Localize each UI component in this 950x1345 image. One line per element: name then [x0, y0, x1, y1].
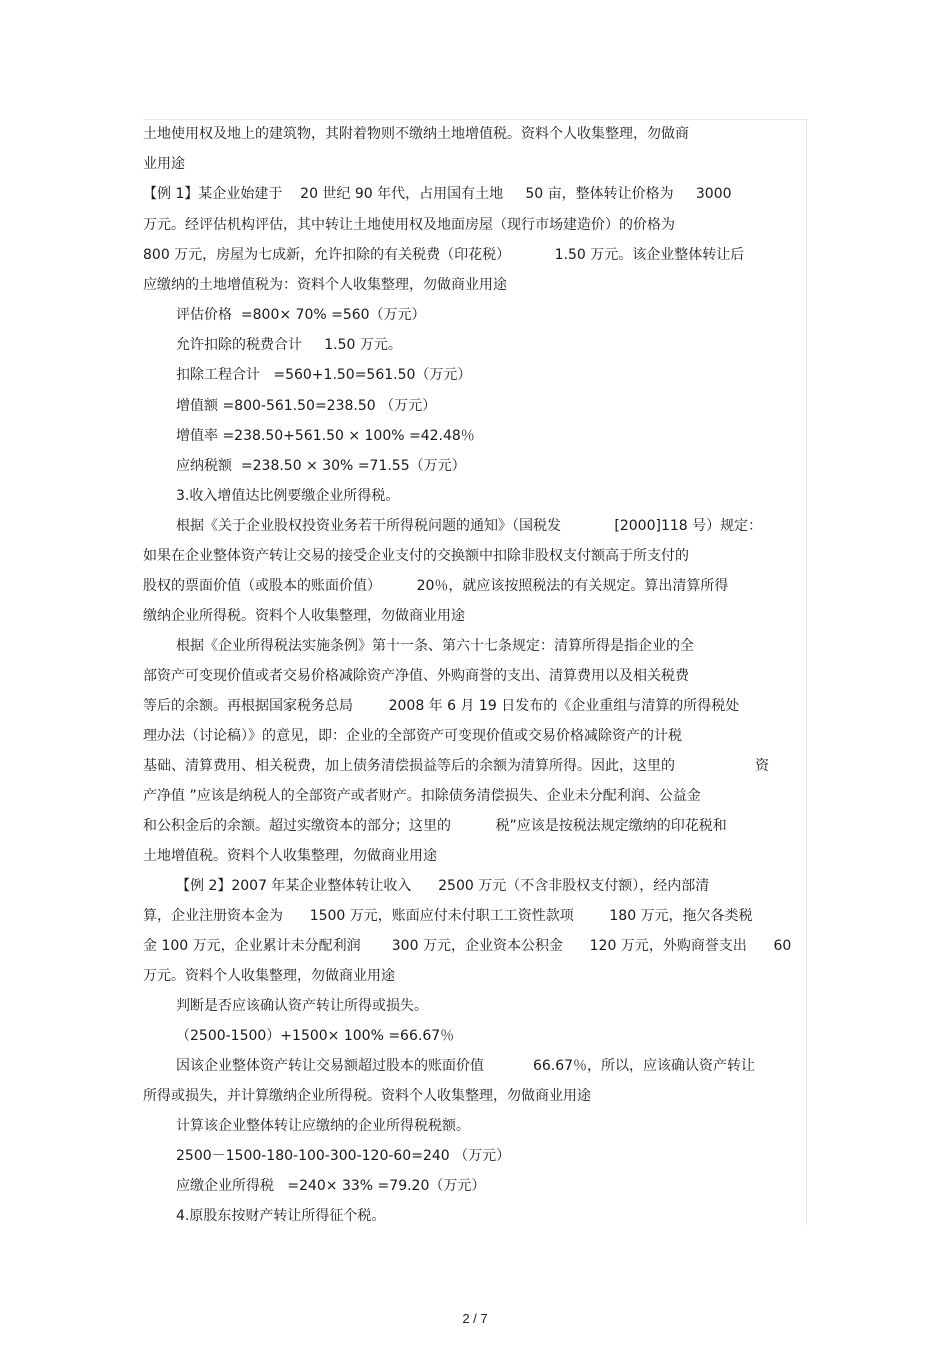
page-number: 2 / 7 — [462, 1311, 488, 1326]
text-line: 基础、清算费用、相关税费，加上债务清偿损益等后的余额为清算所得。因此，这里的 资 — [143, 758, 770, 774]
text-line: 业用途 — [143, 156, 185, 172]
example-1-heading: 【例 1】某企业始建于 20 世纪 90 年代，占用国有土地 50 亩，整体转让价格为 3000 — [143, 186, 732, 202]
text-line: 土地增值税。资料个人收集整理，勿做商业用途 — [143, 848, 437, 864]
text-line: 所得或损失，并计算缴纳企业所得税。资料个人收集整理，勿做商业用途 — [143, 1088, 591, 1104]
paragraph-start: 因该企业整体资产转让交易额超过股本的账面价值 66.67％，所以，应该确认资产转让 — [176, 1058, 756, 1074]
formula-line: 允许扣除的税费合计 1.50 万元。 — [176, 337, 402, 353]
page-frame-top — [143, 119, 807, 120]
text-line: 算，企业注册资本金为 1500 万元，账面应付未付职工工资性款项 180 万元，拖欠各类税 — [143, 908, 753, 924]
formula-line: 应缴企业所得税 =240× 33% =79.20（万元） — [176, 1178, 486, 1194]
text-line: 部资产可变现价值或者交易价格减除资产净值、外购商誉的支出、清算费用以及相关税费 — [143, 668, 689, 684]
text-line: 金 100 万元，企业累计未分配利润 300 万元，企业资本公积金 120 万元，外购商誉支出 60 — [143, 938, 792, 954]
text-line: 计算该企业整体转让应缴纳的企业所得税税额。 — [176, 1118, 470, 1134]
formula-line: 增值额 =800-561.50=238.50 （万元） — [176, 398, 437, 414]
text-line: 缴纳企业所得税。资料个人收集整理，勿做商业用途 — [143, 608, 465, 624]
formula-line: 2500－1500-180-100-300-120-60=240 （万元） — [176, 1148, 511, 1164]
paragraph-start: 根据《关于企业股权投资业务若干所得税问题的通知》（国税发 [2000]118 号）规定： — [176, 518, 763, 534]
text-line: 和公积金后的余额。超过实缴资本的部分；这里的 税”应该是按税法规定缴纳的印花税和 — [143, 818, 727, 834]
text-line: 万元。经评估机构评估，其中转让土地使用权及地面房屋（现行市场建造价）的价格为 — [143, 217, 675, 233]
formula-line: 增值率 =238.50+561.50 × 100% =42.48％ — [176, 428, 475, 444]
section-heading: 3.收入增值达比例要缴企业所得税。 — [176, 488, 400, 504]
text-line: 等后的余额。再根据国家税务总局 2008 年 6 月 19 日发布的《企业重组与清算的所得税处 — [143, 698, 740, 714]
formula-line: 评估价格 =800× 70% =560（万元） — [176, 307, 426, 323]
text-line: 土地使用权及地上的建筑物，其附着物则不缴纳土地增值税。资料个人收集整理，勿做商 — [143, 126, 689, 142]
example-2-heading: 【例 2】2007 年某企业整体转让收入 2500 万元（不含非股权支付额），经内部清 — [176, 878, 710, 894]
formula-line: 应纳税额 =238.50 × 30% =71.55（万元） — [176, 458, 466, 474]
text-line: 如果在企业整体资产转让交易的接受企业支付的交换额中扣除非股权支付额高于所支付的 — [143, 548, 689, 564]
formula-line: 扣除工程合计 =560+1.50=561.50（万元） — [176, 367, 472, 383]
section-heading: 4.原股东按财产转让所得征个税。 — [176, 1208, 386, 1224]
text-line: 产净值 ”应该是纳税人的全部资产或者财产。扣除债务清偿损失、企业未分配利润、公益金 — [143, 788, 701, 804]
text-line: 万元。资料个人收集整理，勿做商业用途 — [143, 968, 395, 984]
text-line: 股权的票面价值（或股本的账面价值） 20％，就应该按照税法的有关规定。算出清算所得 — [143, 578, 729, 594]
text-line: 800 万元，房屋为七成新，允许扣除的有关税费（印花税） 1.50 万元。该企业整体转让后 — [143, 247, 745, 263]
paragraph-start: 根据《企业所得税法实施条例》第十一条、第六十七条规定：清算所得是指企业的全 — [176, 638, 694, 654]
formula-line: （2500-1500）+1500× 100% =66.67％ — [176, 1028, 455, 1044]
text-line: 理办法（讨论稿）》的意见，即：企业的全部资产可变现价值或交易价格减除资产的计税 — [143, 728, 682, 744]
text-line: 应缴纳的土地增值税为：资料个人收集整理，勿做商业用途 — [143, 277, 507, 293]
text-line: 判断是否应该确认资产转让所得或损失。 — [176, 998, 428, 1014]
